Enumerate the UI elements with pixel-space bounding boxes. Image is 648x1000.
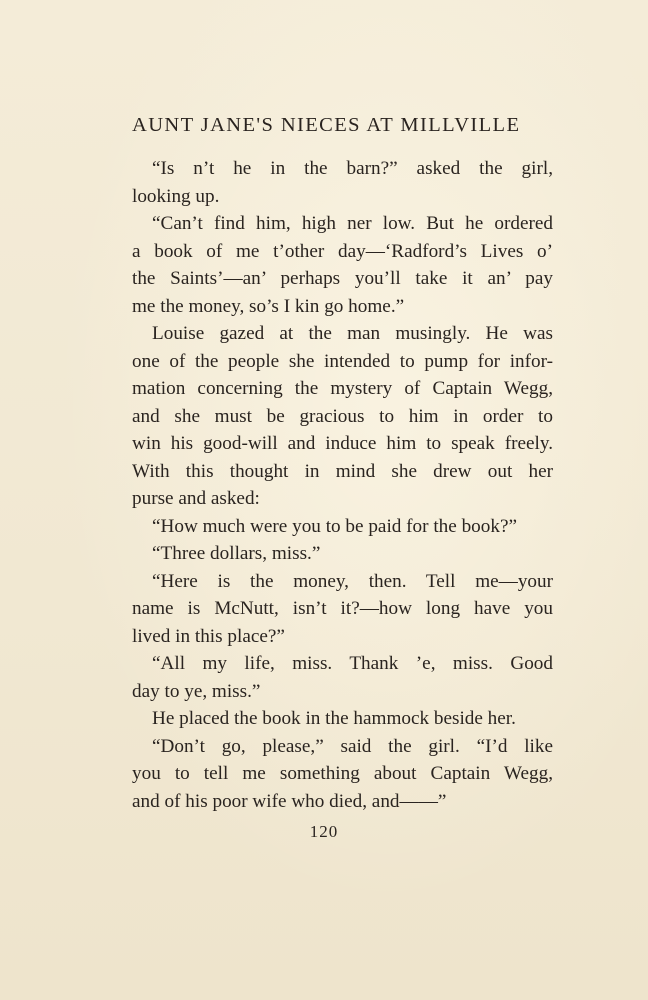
text-line: looking up.	[132, 185, 220, 207]
paragraph	[132, 568, 553, 651]
paragraph	[132, 650, 553, 705]
text-line: lived in this place?”	[132, 625, 285, 647]
paragraph	[132, 540, 553, 568]
text-line: “Is n’t he in the barn?” asked the girl,	[152, 158, 553, 179]
text-line: mation concerning the mystery of Captain Wegg,	[132, 378, 553, 399]
text-line: Louise gazed at the man musingly. He was	[152, 323, 553, 344]
text-line: “How much were you to be paid for the book?”	[152, 515, 517, 537]
text-line: and of his poor wife who died, and——”	[132, 790, 447, 812]
text-line: one of the people she intended to pump for infor-	[132, 350, 553, 372]
running-head: AUNT JANE'S NIECES AT MILLVILLE	[132, 114, 521, 136]
paragraph	[132, 513, 553, 541]
paragraph	[132, 210, 553, 320]
body-text	[132, 155, 553, 815]
paragraph	[132, 733, 553, 816]
text-line: win his good-will and induce him to speak freely.	[132, 433, 553, 454]
text-line: the Saints’—an’ perhaps you’ll take it an’ pay	[132, 268, 553, 289]
text-line: “Three dollars, miss.”	[152, 543, 321, 564]
text-line: and she must be gracious to him in order to	[132, 405, 553, 427]
text-line: day to ye, miss.”	[132, 680, 261, 702]
text-line: a book of me t’other day—‘Radford’s Lives o’	[132, 240, 553, 262]
text-line: “Can’t find him, high ner low. But he ordered	[152, 213, 553, 234]
paragraph	[132, 155, 553, 210]
text-line: “All my life, miss. Thank ’e, miss. Good	[152, 653, 553, 674]
text-line: purse and asked:	[132, 488, 260, 509]
text-line: He placed the book in the hammock beside her.	[152, 708, 516, 729]
text-line: “Don’t go, please,” said the girl. “I’d like	[152, 735, 553, 757]
page-number: 120	[309, 822, 339, 841]
paragraph	[132, 320, 553, 513]
text-line: With this thought in mind she drew out her	[132, 460, 553, 482]
paragraph	[132, 705, 553, 733]
text-line: you to tell me something about Captain Wegg,	[132, 763, 553, 784]
text-line: “Here is the money, then. Tell me—your	[152, 570, 553, 592]
text-line: me the money, so’s I kin go home.”	[132, 295, 405, 317]
text-line: name is McNutt, isn’t it?—how long have you	[132, 598, 553, 619]
